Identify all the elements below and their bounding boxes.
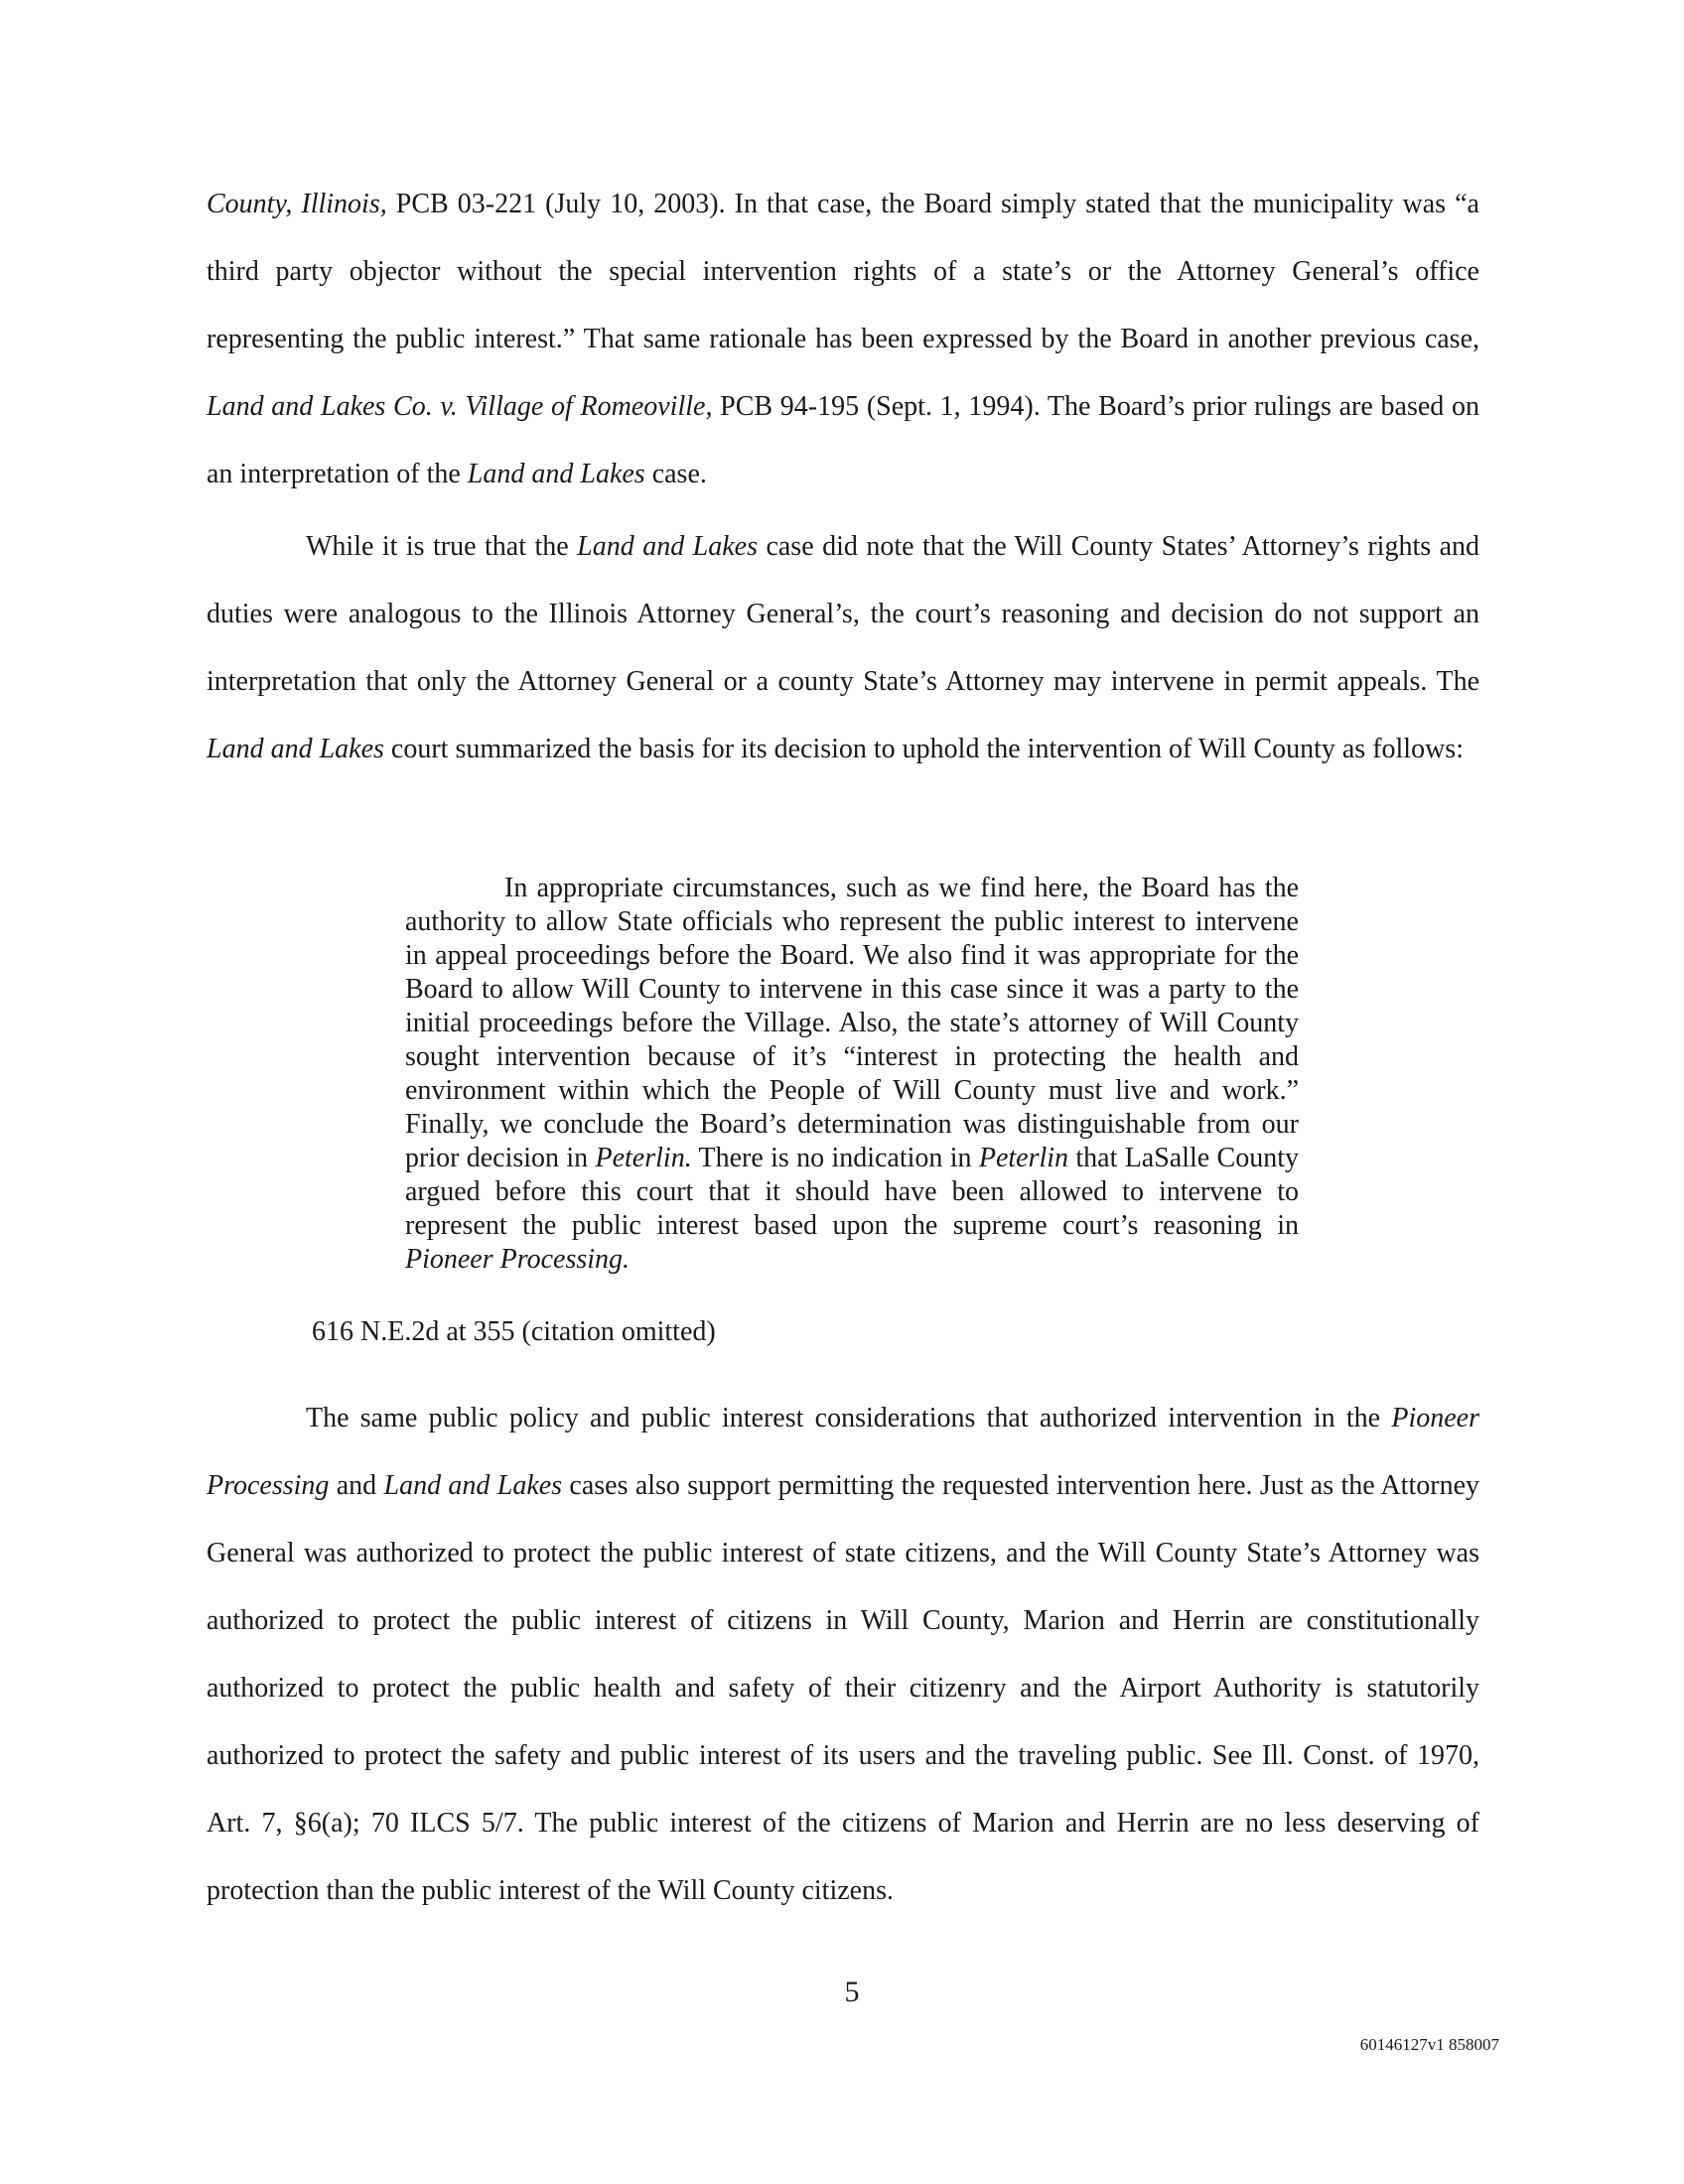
paragraph-text: The same public policy and public interest considerations that authorized intervention in the [306,1403,1392,1433]
case-name-italic: Peterlin [978,1143,1069,1173]
quote-text: There is no indication in [691,1143,979,1173]
case-name-italic: Land and Lakes [207,734,384,764]
case-name-italic: County, Illinois, [207,189,387,219]
paragraph-text: cases also support permitting the requested intervention here. Just as the Attorney General was authorized to protect the public interest of state citizens, and the Will County State’s Attorney was authorized to protect the public interest of citizens in Will County, Marion and Herrin are constitutionally authorized to protect the public health and safety of their citizenry and the Airport Authority is statutorily authorized to protect the safety and public interest of its users and the traveling public. See Ill. Const. of 1970, Art. 7, §6(a); 70 ILCS 5/7. The public interest of the citizens of Marion and Herrin are no less deserving of protection than the public interest of the Will County citizens. [207,1470,1479,1906]
case-name-italic: Pioneer Processing. [405,1244,631,1275]
paragraph-text: PCB 94-195 (Sept. 1, 1994). The Board’s prior rulings are based on an interpretation of the [207,391,1479,489]
paragraph-analysis [207,513,1479,783]
paragraph-text: case did note that the Will County States’ Attorney’s rights and duties were analogous to the Illinois Attorney General’s, the court’s reasoning and decision do not support an interpretation that only the Attorney General or a county State’s Attorney may intervene in permit appeals. The [207,531,1480,697]
paragraph-text: PCB 03-221 (July 10, 2003). In that case, the Board simply stated that the municipality was “a third party objector without the special intervention rights of a state’s or the Attorney General’s office representing the public interest.” That same rationale has been expressed by the Board in another previous case, [207,189,1479,354]
block-quote [405,872,1299,1277]
paragraph-intro [207,171,1479,508]
paragraph-text: and [329,1470,384,1501]
quote-citation: 616 N.E.2d at 355 (citation omitted) [312,1316,716,1347]
paragraph-text: court summarized the basis for its decision to uphold the intervention of Will County as follows: [383,734,1464,764]
paragraph-text: case. [644,459,707,489]
paragraph-text: While it is true that the [306,531,578,562]
case-name-italic: Land and Lakes [383,1470,563,1501]
case-name-italic: Land and Lakes Co. v. Village of Romeoville, [207,391,713,422]
case-name-italic: Peterlin. [595,1143,692,1173]
case-name-italic: Land and Lakes [577,531,758,562]
quote-text: In appropriate circumstances, such as we find here, the Board has the authority to allow State officials who represent the public interest to intervene in appeal proceedings before the Board. We also find it was appropriate for the Board to allow Will County to intervene in this case since it was a party to the initial proceedings before the Village. Also, the state’s attorney of Will County sought intervention because of it’s “interest in protecting the health and environment within which the People of Will County must live and work.” Finally, we conclude the Board’s determination was distinguishable from our prior decision in [405,873,1299,1173]
case-name-italic: Land and Lakes [467,459,645,489]
paragraph-conclusion [207,1385,1479,1925]
case-name-italic: Pioneer Processing [207,1403,1479,1501]
document-id: 60146127v1 858007 [1359,2035,1499,2054]
quote-text: that LaSalle County argued before this court that it should have been allowed to intervene to represent the public interest based upon the supreme court’s reasoning in [405,1143,1299,1241]
page-number: 5 [844,1976,860,2008]
